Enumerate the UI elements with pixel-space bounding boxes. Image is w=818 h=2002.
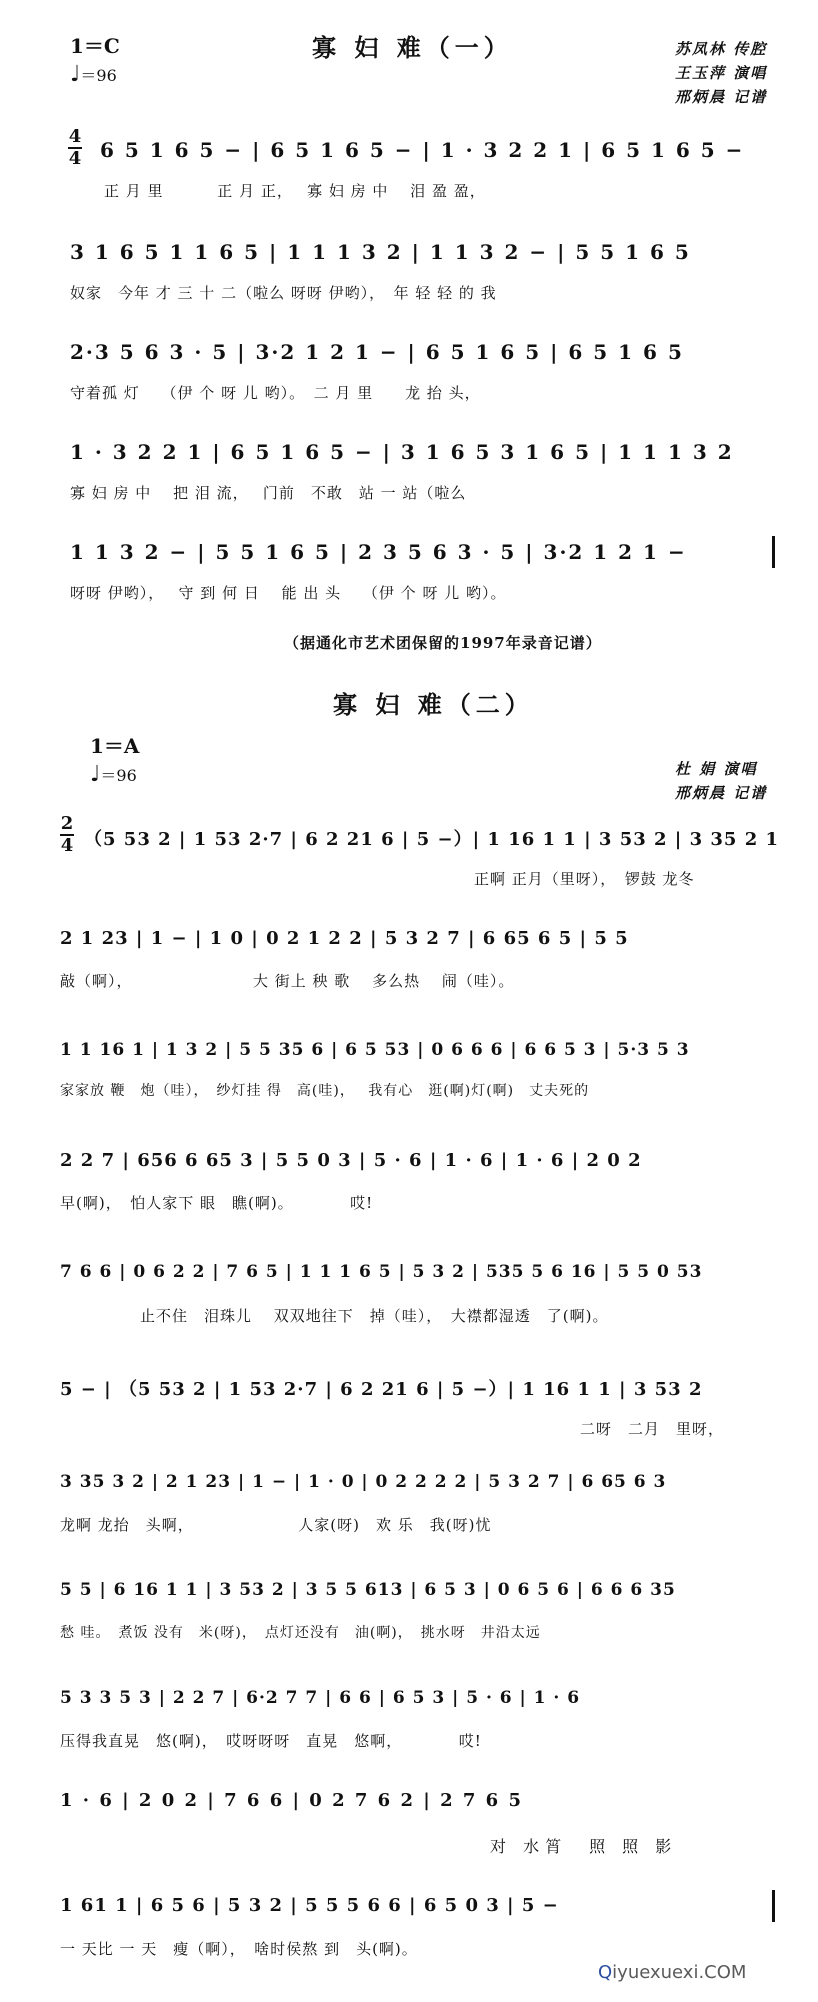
song2-line9-lyrics: 压得我直晃 悠(啊)， 哎呀呀呀 直晃 悠啊， 哎!	[60, 1732, 482, 1750]
watermark-prefix: Q	[598, 1962, 613, 1983]
song1-title: 寡 妇 难（一）	[312, 33, 513, 62]
song2-line8-notes: 5 5 | 6 16 1 1 | 3 53 2 | 3 5 5 613 | 6 5 3 | 0 6 5 6 | 6 6 6 35	[60, 1580, 676, 1600]
song2-line11-notes: 1 61 1 | 6 5 6 | 5 3 2 | 5 5 5 6 6 | 6 5 0 3 | 5 −	[60, 1895, 559, 1916]
quarter-note-icon: ♩	[90, 762, 101, 787]
song2-line5-lyrics: 止不住 泪珠儿 双双地往下 掉（哇）， 大襟都湿透 了(啊)。	[140, 1307, 609, 1325]
song2-line10-notes: 1 · 6 | 2 0 2 | 7 6 6 | 0 2 7 6 2 | 2 7 6 5	[60, 1790, 523, 1811]
song2-line7-notes: 3 35 3 2 | 2 1 23 | 1 − | 1 · 0 | 0 2 2 2 2 | 5 3 2 7 | 6 65 6 3	[60, 1472, 667, 1492]
song1-credit-transcriber: 邢炳晨 记谱	[675, 88, 768, 106]
song1-line5-notes: 1 1 3 2 − | 5 5 1 6 5 | 2 3 5 6 3 · 5 | 3·2 1 2 1 −	[70, 540, 687, 564]
song2-credit-singer: 杜 娟 演唱	[675, 760, 758, 778]
song1-credit-singer: 王玉萍 演唱	[675, 64, 768, 82]
song1-line2-notes: 3 1 6 5 1 1 6 5 | 1 1 1 3 2 | 1 1 3 2 − | 5 5 1 6 5	[70, 240, 691, 264]
song1-line1-notes: 6 5 1 6 5 − | 6 5 1 6 5 − | 1 · 3 2 2 1 | 6 5 1 6 5 −	[100, 138, 745, 162]
song2-line1-lyrics: 正啊 正月（里呀）， 锣鼓 龙冬	[474, 870, 695, 888]
ts-bottom: 4	[60, 835, 74, 856]
song2-line6-notes: 5 − | （5 53 2 | 1 53 2·7 | 6 2 21 6 | 5 −）| 1 16 1 1 | 3 53 2	[60, 1379, 703, 1400]
ts-bottom: 4	[68, 148, 82, 169]
song1-tempo	[70, 62, 117, 87]
watermark-text: iyuexuexi.COM	[612, 1962, 747, 1983]
song2-line4-lyrics: 早(啊)， 怕人家下 眼 瞧(啊)。 哎!	[60, 1194, 374, 1212]
ts-top: 2	[60, 813, 74, 834]
song1-credit-composer: 苏凤林 传腔	[675, 40, 768, 58]
song2-final-barline	[772, 1890, 775, 1922]
song2-line9-notes: 5 3 3 5 3 | 2 2 7 | 6·2 7 7 | 6 6 | 6 5 3 | 5 · 6 | 1 · 6	[60, 1688, 581, 1708]
song2-credit-transcriber: 邢炳晨 记谱	[675, 784, 768, 802]
song1-key: 1＝C	[70, 34, 120, 58]
song2-title: 寡 妇 难（二）	[333, 690, 534, 719]
song2-line6-lyrics: 二呀 二月 里呀，	[580, 1420, 725, 1438]
song2-tempo	[90, 762, 137, 787]
song1-tempo-value: ＝96	[80, 66, 117, 85]
quarter-note-icon: ♩	[70, 62, 81, 87]
song1-line4-notes: 1 · 3 2 2 1 | 6 5 1 6 5 − | 3 1 6 5 3 1 6 5 | 1 1 1 3 2	[70, 440, 734, 464]
song2-line4-notes: 2 2 7 | 656 6 65 3 | 5 5 0 3 | 5 · 6 | 1 · 6 | 1 · 6 | 2 0 2	[60, 1150, 642, 1171]
song2-line5-notes: 7 6 6 | 0 6 2 2 | 7 6 5 | 1 1 1 6 5 | 5 3 2 | 535 5 6 16 | 5 5 0 53	[60, 1262, 703, 1282]
song1-source-note: （据通化市艺术团保留的1997年录音记谱）	[284, 634, 602, 652]
song2-line7-lyrics: 龙啊 龙抬 头啊， 人家(呀) 欢 乐 我(呀)忧	[60, 1516, 492, 1534]
song2-line11-lyrics: 一 天比 一 天 瘦（啊）， 啥时侯熬 到 头(啊)。	[60, 1940, 418, 1958]
song2-line3-notes: 1 1 16 1 | 1 3 2 | 5 5 35 6 | 6 5 53 | 0 6 6 6 | 6 6 5 3 | 5·3 5 3	[60, 1040, 690, 1060]
song1-line3-lyrics: 守着孤 灯 （伊 个 呀 儿 哟）。 二 月 里 龙 抬 头，	[70, 384, 481, 402]
song2-key: 1＝A	[90, 734, 140, 758]
song1-line1-lyrics: 正 月 里 正 月 正， 寡 妇 房 中 泪 盈 盈，	[104, 182, 486, 200]
song2-time-signature	[60, 815, 74, 855]
song1-time-signature	[68, 128, 82, 168]
song2-line2-lyrics: 敲（啊）， 大 街上 秧 歌 多么热 闹（哇）。	[60, 972, 515, 990]
song2-line1-notes: （5 53 2 | 1 53 2·7 | 6 2 21 6 | 5 −）| 1 16 1 1 | 3 53 2 | 3 35 2 1	[84, 829, 780, 850]
song1-final-barline	[772, 536, 775, 568]
song1-line3-notes: 2·3 5 6 3 · 5 | 3·2 1 2 1 − | 6 5 1 6 5 | 6 5 1 6 5	[70, 340, 684, 364]
song2-line3-lyrics: 家家放 鞭 炮（哇）， 纱灯挂 得 高(哇)， 我有心 逛(啊)灯(啊) 丈夫死的	[60, 1083, 590, 1099]
song2-line8-lyrics: 愁 哇。 煮饭 没有 米(呀)， 点灯还没有 油(啊)， 挑水呀 井沿太远	[60, 1625, 541, 1641]
song1-line5-lyrics: 呀呀 伊哟）， 守 到 何 日 能 出 头 （伊 个 呀 儿 哟）。	[70, 584, 507, 602]
site-watermark	[598, 1962, 746, 1983]
song1-line2-lyrics: 奴家 今年 才 三 十 二（啦么 呀呀 伊哟）， 年 轻 轻 的 我	[70, 284, 497, 302]
song2-line2-notes: 2 1 23 | 1 − | 1 0 | 0 2 1 2 2 | 5 3 2 7 | 6 65 6 5 | 5 5	[60, 928, 629, 949]
song2-line10-lyrics: 对 水筲 照 照 影	[490, 1837, 678, 1856]
song2-tempo-value: ＝96	[100, 766, 137, 785]
ts-top: 4	[68, 126, 82, 147]
song1-line4-lyrics: 寡 妇 房 中 把 泪 流， 门前 不敢 站 一 站（啦么	[70, 484, 467, 502]
